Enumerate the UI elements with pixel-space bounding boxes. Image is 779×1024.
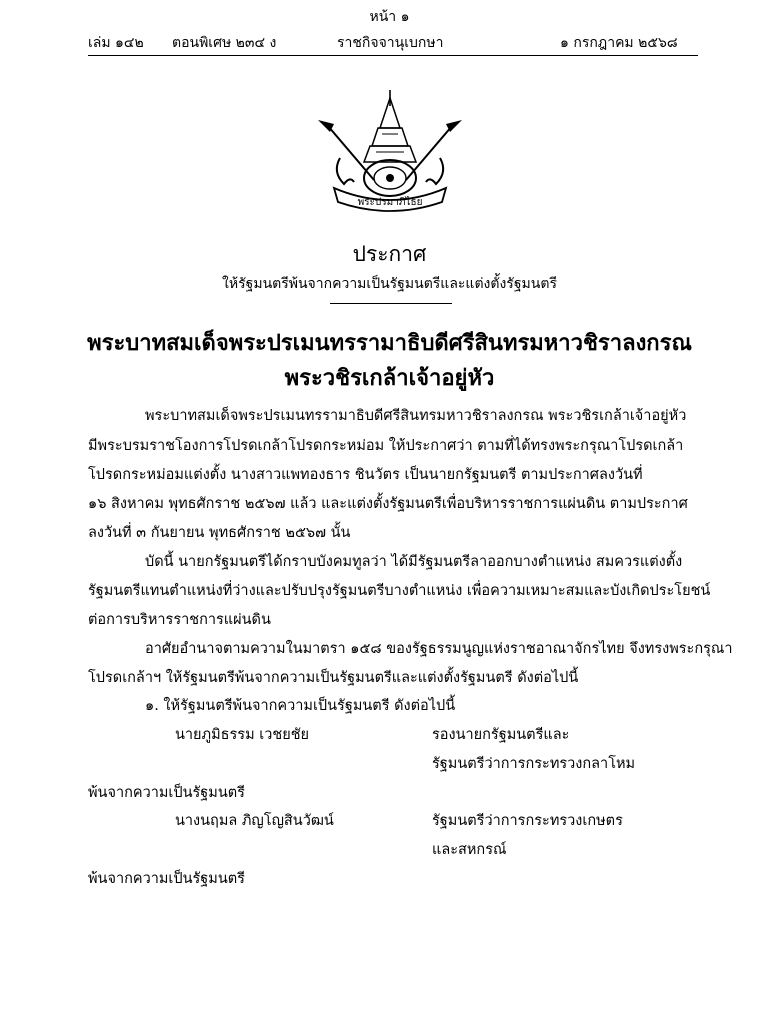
body-line: โปรดกระหม่อมแต่งตั้ง นางสาวแพทองธาร ชินวัตร เป็นนายกรัฐมนตรี ตามประกาศลงวันที่ (88, 467, 643, 483)
body-line: ๑๖ สิงหาคม พุทธศักราช ๒๕๖๗ แล้ว และแต่งตั้งรัฐมนตรีเพื่อบริหารราชการแผ่นดิน ตามประกาศ (88, 496, 688, 512)
publication-date: ๑ กรกฎาคม ๒๕๖๘ (560, 35, 678, 51)
body-line: อาศัยอำนาจตามความในมาตรา ๑๕๘ ของรัฐธรรมนูญแห่งราชอาณาจักรไทย จึงทรงพระกรุณา (145, 641, 733, 657)
volume-number: เล่ม ๑๔๒ (88, 35, 144, 51)
minister-name: นายภูมิธรรม เวชยชัย (175, 727, 310, 743)
minister-position: รัฐมนตรีว่าการกระทรวงกลาโหม (432, 756, 636, 772)
body-line: ลงวันที่ ๓ กันยายน พุทธศักราช ๒๕๖๗ นั้น (88, 525, 351, 541)
emblem-inscription: พระปรมาภิไธย (357, 197, 423, 208)
body-line: โปรดเกล้าฯ ให้รัฐมนตรีพ้นจากความเป็นรัฐมนตรีและแต่งตั้งรัฐมนตรี ดังต่อไปนี้ (88, 670, 579, 686)
title-divider (330, 303, 452, 304)
document-title: ประกาศ (352, 242, 427, 266)
body-line: บัดนี้ นายกรัฐมนตรีได้กราบบังคมทูลว่า ได้มีรัฐมนตรีลาออกบางตำแหน่ง สมควรแต่งตั้ง (145, 554, 683, 570)
document-subtitle: ให้รัฐมนตรีพ้นจากความเป็นรัฐมนตรีและแต่งตั้งรัฐมนตรี (222, 276, 557, 292)
body-line: รัฐมนตรีแทนตำแหน่งที่ว่างและปรับปรุงรัฐมนตรีบางตำแหน่ง เพื่อความเหมาะสมและบังเกิดประโยชน์ (88, 583, 711, 599)
body-line: ต่อการบริหารราชการแผ่นดิน (88, 612, 271, 628)
removal-statement: พ้นจากความเป็นรัฐมนตรี (88, 871, 245, 887)
minister-position: และสหกรณ์ (432, 842, 507, 858)
header-divider (88, 55, 698, 56)
royal-name-line-1: พระบาทสมเด็จพระปรเมนทรรามาธิบดีศรีสินทรมหาวชิราลงกรณ (87, 331, 692, 356)
royal-name-line-2: พระวชิรเกล้าเจ้าอยู่หัว (284, 366, 495, 391)
body-line: มีพระบรมราชโองการโปรดเกล้าโปรดกระหม่อม ให้ประกาศว่า ตามที่ได้ทรงพระกรุณาโปรดเกล้า (88, 438, 684, 454)
gazette-name: ราชกิจจานุเบกษา (337, 35, 444, 51)
royal-seal-garuda-emblem-icon (310, 88, 470, 216)
removal-statement: พ้นจากความเป็นรัฐมนตรี (88, 785, 245, 801)
minister-position: รองนายกรัฐมนตรีและ (432, 727, 570, 743)
minister-name: นางนฤมล ภิญโญสินวัฒน์ (175, 813, 334, 829)
section-number: ตอนพิเศษ ๒๓๔ ง (172, 35, 277, 51)
body-line: พระบาทสมเด็จพระปรเมนทรรามาธิบดีศรีสินทรมหาวชิราลงกรณ พระวชิรเกล้าเจ้าอยู่หัว (145, 408, 687, 424)
section-heading: ๑. ให้รัฐมนตรีพ้นจากความเป็นรัฐมนตรี ดังต่อไปนี้ (145, 698, 456, 714)
page-number: หน้า ๑ (369, 9, 410, 25)
minister-position: รัฐมนตรีว่าการกระทรวงเกษตร (432, 813, 623, 829)
